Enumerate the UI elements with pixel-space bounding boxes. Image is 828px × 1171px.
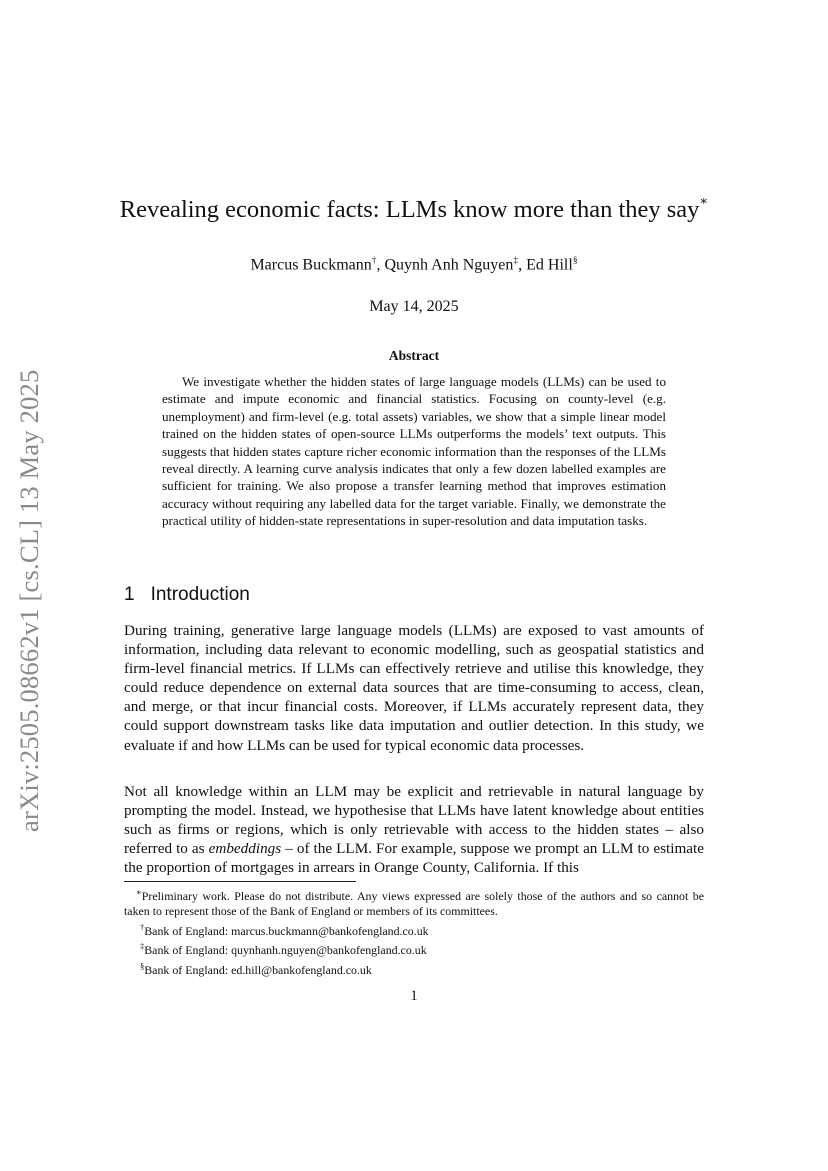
footnote-text: Bank of England: marcus.buckmann@bankofengland.co.uk <box>144 923 429 938</box>
author-footnote-mark: ‡ <box>513 256 519 266</box>
author-footnote-mark: † <box>371 256 377 266</box>
footnote <box>124 920 704 939</box>
section-title: Introduction <box>150 584 250 605</box>
footnote-mark: ‡ <box>140 941 145 952</box>
author-list <box>0 256 828 274</box>
paragraph-text: – of the LLM. For example, suppose we prompt an LLM to estimate the proportion of mortgages in arrears in Orange County, California. If this <box>124 840 704 877</box>
author-name: Ed Hill <box>526 256 573 274</box>
footnote-mark: † <box>140 921 145 932</box>
footnote-text: Bank of England: ed.hill@bankofengland.co.uk <box>144 962 372 977</box>
footnotes <box>124 885 704 978</box>
paper-date: May 14, 2025 <box>369 298 459 315</box>
body-paragraph <box>124 782 704 877</box>
footnote-rule <box>124 881 356 882</box>
footnote <box>124 959 704 978</box>
arxiv-identifier: arXiv:2505.08662v1 [cs.CL] 13 May 2025 <box>14 369 44 832</box>
author-separator: , <box>376 256 385 274</box>
footnote-mark: ∗ <box>136 887 142 897</box>
abstract-text: We investigate whether the hidden states of large language models (LLMs) can be used to estimate and impute economic and financial statistics. Focusing on county-level (e.g. unemployment) and firm-level (e.g. total assets) variables, we show that a simple linear model trained on the hidden states of open-source LLMs outperforms the models’ text outputs. This suggests that hidden states capture richer economic information than the responses of the LLMs reveal directly. A learning curve analysis indicates that only a few dozen labelled examples are sufficient for training. We also propose a transfer learning method that improves estimation accuracy without requiring any labelled data for the target variable. Finally, we demonstrate the practical utility of hidden-state representations in super-resolution and data imputation tasks. <box>162 374 666 529</box>
paper-title <box>0 193 828 224</box>
paragraph-text: Not all knowledge within an LLM may be explicit and retrievable in natural language by prompting the model. Instead, we hypothesise that LLMs have latent knowledge about entities such as firms or regions, which is only retrievable with access to the hidden states – also referred to as <box>124 783 704 858</box>
footnote-text: Bank of England: quynhanh.nguyen@bankofengland.co.uk <box>144 943 427 958</box>
emphasized-term: embeddings <box>208 840 282 858</box>
abstract-heading: Abstract <box>388 348 440 363</box>
footnote-text: Preliminary work. Please do not distribute. Any views expressed are solely those of the authors and so cannot be taken to represent those of the Bank of England or members of its committees. <box>124 888 704 919</box>
section-heading <box>124 584 250 606</box>
section-number: 1 <box>124 584 135 605</box>
body-paragraph: During training, generative large language models (LLMs) are exposed to vast amounts of information, including data relevant to economic modelling, such as geospatial statistics and firm-level financial metrics. If LLMs can effectively retrieve and utilise this knowledge, they could reduce dependence on external data sources that are time-consuming to access, clean, and merge, or that incur financial costs. Moreover, if LLMs accurately represent data, they could support downstream tasks like data imputation and outlier detection. In this study, we evaluate if and how LLMs can be used for typical economic data processes. <box>124 622 704 754</box>
title-footnote-mark: ∗ <box>699 193 709 208</box>
footnote <box>124 939 704 958</box>
footnote-mark: § <box>140 960 145 971</box>
author-name: Marcus Buckmann <box>250 256 372 274</box>
author-name: Quynh Anh Nguyen <box>384 256 514 274</box>
page-number: 1 <box>410 988 418 1004</box>
footnote <box>124 885 704 920</box>
paper-title-text: Revealing economic facts: LLMs know more than they say <box>119 196 700 224</box>
author-separator: , <box>518 256 527 274</box>
author-footnote-mark: § <box>572 256 578 266</box>
